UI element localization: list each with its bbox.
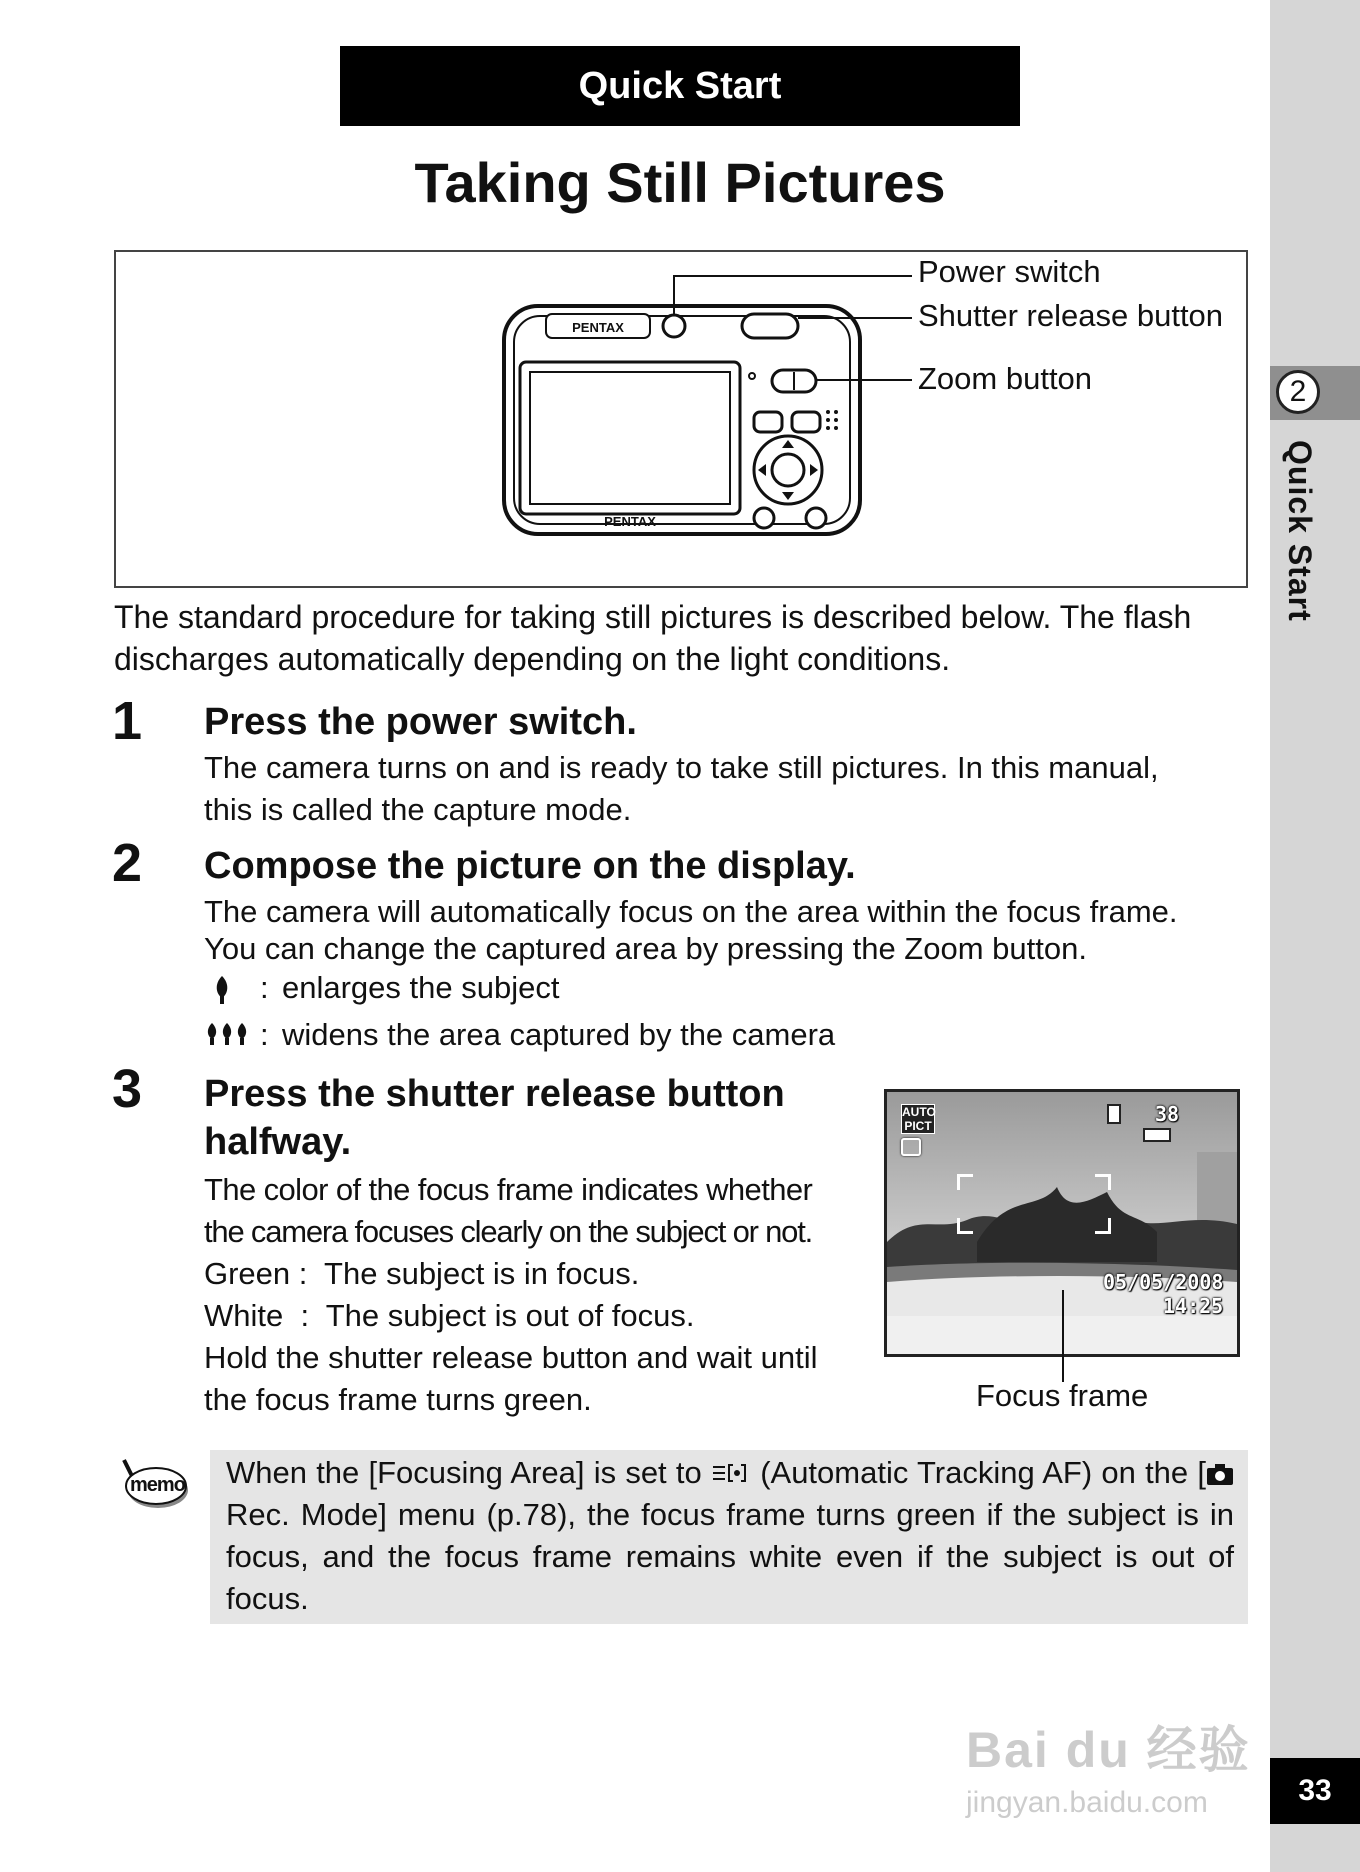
camera-brand-front: PENTAX <box>604 514 656 529</box>
time-readout: 14:25 <box>1163 1294 1224 1318</box>
step-1-heading: Press the power switch. <box>204 701 637 743</box>
watermark <box>966 1680 1266 1830</box>
focus-frame <box>957 1174 1111 1234</box>
step-3-line-2: the camera focuses clearly on the subject or not. <box>204 1214 813 1249</box>
step-2-line-1: The camera will automatically focus on the area within the focus frame. <box>204 894 1178 929</box>
step-2-heading: Compose the picture on the display. <box>204 845 856 887</box>
step-3-line-1: The color of the focus frame indicates whether <box>204 1172 813 1207</box>
focus-frame-callout-line <box>1060 1290 1066 1382</box>
intro-paragraph: The standard procedure for taking still pictures is described below. The flash discharges automatically depending on the light conditions. <box>114 599 1192 677</box>
chapter-number: 2 <box>1276 370 1320 414</box>
telephoto-icon <box>210 974 234 1008</box>
step-3-line-4: White : The subject is out of focus. <box>204 1298 695 1333</box>
step-3-number: 3 <box>112 1059 143 1119</box>
camera-brand-top: PENTAX <box>572 320 624 335</box>
power-switch-shape <box>663 315 685 337</box>
page-title: Taking Still Pictures <box>414 151 946 214</box>
step-3-line-3: Green : The subject is in focus. <box>204 1256 640 1291</box>
page-number: 33 <box>1270 1758 1360 1824</box>
callout-shutter-release: Shutter release button <box>918 298 1224 333</box>
camera-icon <box>1206 1455 1234 1479</box>
step-2-number: 2 <box>112 833 143 893</box>
watermark-line-2: jingyan.baidu.com <box>966 1786 1208 1819</box>
face-detect-icon <box>901 1138 921 1156</box>
zoom-item-telephoto-text: enlarges the subject <box>282 970 560 1005</box>
step-1-line-1: The camera turns on and is ready to take still pictures. In this manual, <box>204 750 1159 785</box>
memo-icon <box>118 1456 192 1514</box>
memo-text <box>226 1452 1234 1620</box>
step-3-heading-line-2: halfway. <box>204 1121 352 1163</box>
chapter-sidebar <box>1270 0 1360 1872</box>
shutter-button-shape <box>742 314 798 338</box>
watermark-line-1: Bai du 经验 <box>966 1722 1251 1778</box>
memory-card-icon <box>1107 1104 1121 1124</box>
zoom-item-wide-text: widens the area captured by the camera <box>282 1017 836 1052</box>
section-header: Quick Start <box>340 46 1020 126</box>
memo-text-part-3: Rec. Mode] menu (p.78), the focus frame turns green if the subject is in focus, and the focus frame remains white even if the subject is out of focus. <box>226 1497 1234 1616</box>
tracking-af-icon <box>711 1454 751 1478</box>
step-3-heading-line-1: Press the shutter release button <box>204 1073 785 1115</box>
focus-frame-caption: Focus frame <box>976 1378 1149 1413</box>
wide-angle-icon <box>204 1021 250 1051</box>
step-3-line-5: Hold the shutter release button and wait until <box>204 1340 818 1375</box>
step-1-number: 1 <box>112 691 143 751</box>
memo-icon-label: memo <box>130 1474 185 1496</box>
mode-line-1: AUTO <box>902 1105 936 1119</box>
battery-icon <box>1143 1128 1171 1142</box>
mode-line-2: PICT <box>904 1119 932 1133</box>
memo-text-part-2: (Automatic Tracking AF) on the [ <box>760 1455 1206 1490</box>
step-1-line-2: this is called the capture mode. <box>204 792 632 827</box>
chapter-label: Quick Start <box>1282 440 1318 622</box>
callout-zoom-button: Zoom button <box>918 361 1093 396</box>
step-3-line-6: the focus frame turns green. <box>204 1382 592 1417</box>
memo-text-part-1: When the [Focusing Area] is set to <box>226 1455 702 1490</box>
shots-remaining: 38 <box>1155 1102 1180 1126</box>
mode-badge <box>901 1104 935 1134</box>
zoom-separator-2: : <box>260 1017 269 1052</box>
zoom-separator-1: : <box>260 970 269 1005</box>
step-2-line-2: You can change the captured area by pressing the Zoom button. <box>204 931 1087 966</box>
date-readout: 05/05/2008 <box>1103 1270 1224 1294</box>
callout-power-switch: Power switch <box>918 254 1101 289</box>
